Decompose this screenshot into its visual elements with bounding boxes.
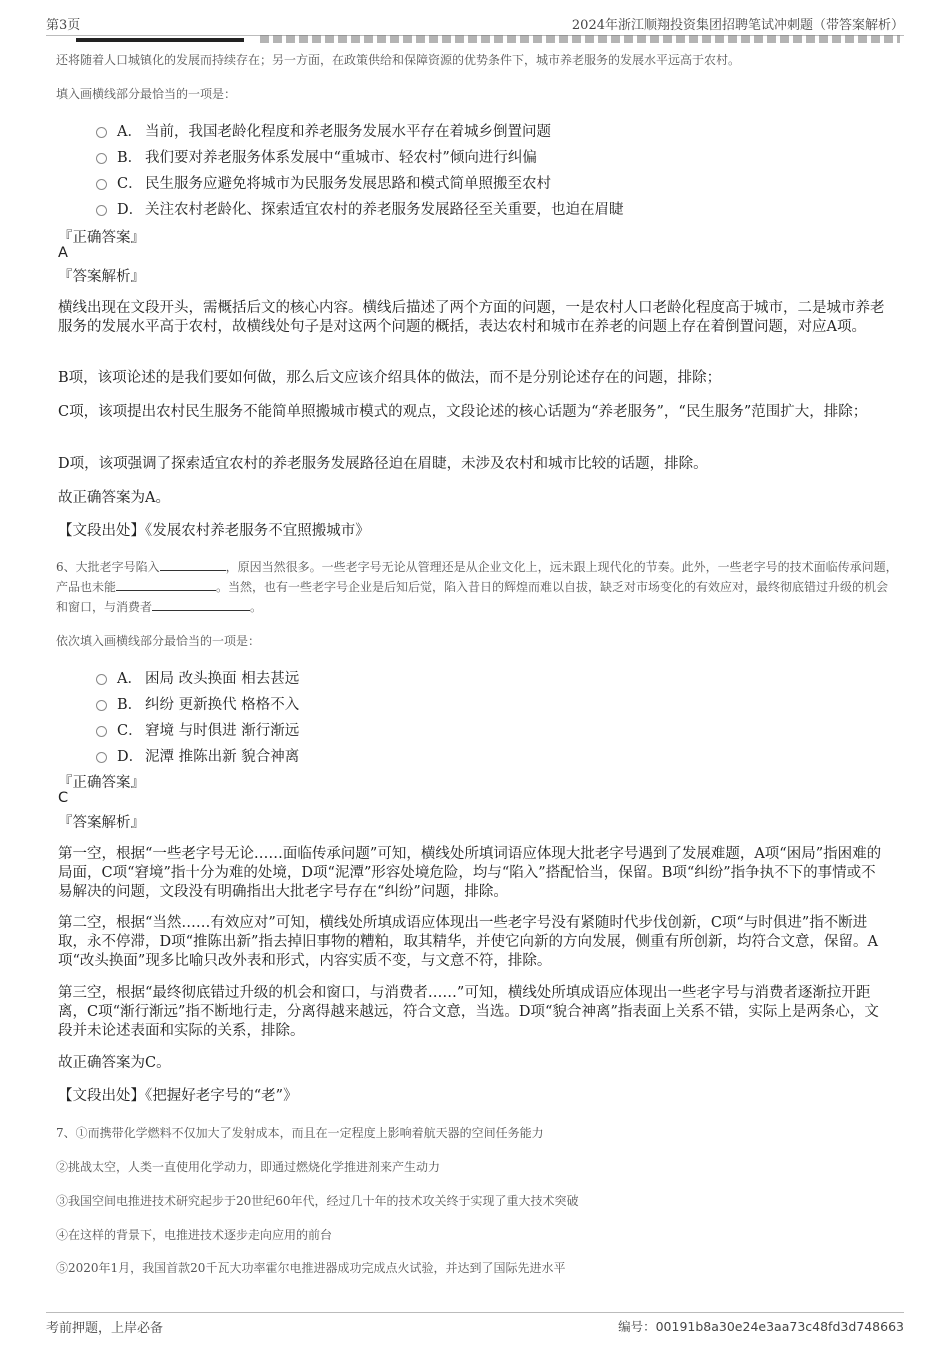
q6-analysis-p1: 第一空，根据“一些老字号无论……面临传承问题”可知，横线处所填词语应体现大批老字号遇到了发展难题，A项“困局”指困难的局面，C项“窘境”指十分为难的处境，D项“泥潭”形容处境危险，均与“陷入”搭配恰当，保留。B项“纠纷”指争执不下的事情或不易解决的问题，文段没有明确指出大批老字号存在“纠纷”问题，排除。 bbox=[58, 846, 882, 900]
radio-icon[interactable] bbox=[96, 752, 107, 763]
q5-analysis-conclusion: 故正确答案为A。 bbox=[58, 490, 170, 506]
q6-stem: 6、大批老字号陷入 ，原因当然很多。一些老字号无论从管理还是从企业文化上，远未跟上现代化的节奏。此外，一些老字号的技术面临传承问题，产品也未能 。当然，也有一些老字号企业是后知后觉，陷入昔日的辉煌而难以自拔，缺乏对市场变化的有效应对，最终彻底错过升级的机会和窗口，与消费者 。 bbox=[56, 557, 898, 617]
q5-option-a[interactable]: A． 当前，我国老龄化程度和养老服务发展水平存在着城乡倒置问题 bbox=[96, 120, 551, 141]
radio-icon[interactable] bbox=[96, 153, 107, 164]
radio-icon[interactable] bbox=[96, 179, 107, 190]
cutoff-blank-line bbox=[76, 38, 244, 42]
page-number: 第3页 bbox=[46, 18, 81, 33]
q6-analysis-p2: 第二空，根据“当然……有效应对”可知，横线处所填成语应体现出一些老字号没有紧随时代步伐创新，C项“与时俱进”指不断进取，永不停滞，D项“推陈出新”指去掉旧事物的糟粕，取其精华，并使它向新的方向发展，侧重有所创新，均符合文意，保留。A项“改头换面”现多比喻只改外表和形式，内容实质不变，与文意不符，排除。 bbox=[58, 915, 878, 969]
q7-sentence-5: ⑤2020年1月，我国首款20千瓦大功率霍尔电推进器成功完成点火试验，并达到了国际先进水平 bbox=[56, 1261, 566, 1275]
q5-option-d[interactable]: D． 关注农村老龄化、探索适宜农村的养老服务发展路径至关重要，也迫在眉睫 bbox=[96, 198, 624, 219]
q5-analysis-p1: 横线出现在文段开头，需概括后文的核心内容。横线后描述了两个方面的问题，一是农村人口老龄化程度高于城市，二是城市养老服务的发展水平高于农村，故横线处句子是对这两个问题的概括，表达农村和城市在养老的问题上存在着倒置问题，对应A项。 bbox=[58, 300, 885, 335]
q6-analysis-conclusion: 故正确答案为C。 bbox=[58, 1055, 171, 1071]
footer-slogan: 考前押题，上岸必备 bbox=[46, 1321, 164, 1336]
q5-analysis-p3: C项，该项提出农村民生服务不能简单照搬城市模式的观点，文段论述的核心话题为“养老服务”，“民生服务”范围扩大，排除； bbox=[58, 404, 868, 420]
page-header bbox=[46, 12, 904, 36]
q7-sentence-4: ④在这样的背景下，电推进技术逐步走向应用的前台 bbox=[56, 1228, 333, 1242]
cutoff-text-fragment bbox=[260, 35, 900, 43]
q5-prompt: 填入画横线部分最恰当的一项是： bbox=[56, 87, 237, 101]
q7-sentence-1: 7、①而携带化学燃料不仅加大了发射成本，而且在一定程度上影响着航天器的空间任务能力 bbox=[56, 1126, 544, 1140]
q6-option-c[interactable]: C． 窘境 与时俱进 渐行渐远 bbox=[96, 719, 299, 740]
radio-icon[interactable] bbox=[96, 127, 107, 138]
q7-sentence-3: ③我国空间电推进技术研究起步于20世纪60年代，经过几十年的技术攻关终于实现了重大技术突破 bbox=[56, 1194, 579, 1208]
q5-answer-value: A bbox=[58, 245, 68, 261]
q6-option-d[interactable]: D． 泥潭 推陈出新 貌合神离 bbox=[96, 745, 299, 766]
code-label: 编号： bbox=[618, 1319, 656, 1334]
blank-1 bbox=[160, 557, 226, 571]
q5-source: 【文段出处】《发展农村养老服务不宜照搬城市》 bbox=[58, 523, 370, 539]
q5-option-b[interactable]: B． 我们要对养老服务体系发展中“重城市、轻农村”倾向进行纠偏 bbox=[96, 146, 537, 167]
q6-option-b[interactable]: B． 纠纷 更新换代 格格不入 bbox=[96, 693, 299, 714]
radio-icon[interactable] bbox=[96, 726, 107, 737]
q6-prompt: 依次填入画横线部分最恰当的一项是： bbox=[56, 634, 261, 648]
q5-analysis-p4: D项，该项强调了探索适宜农村的养老服务发展路径迫在眉睫，未涉及农村和城市比较的话题，排除。 bbox=[58, 456, 708, 472]
q7-sentence-2: ②挑战太空，人类一直使用化学动力，即通过燃烧化学推进剂来产生动力 bbox=[56, 1160, 441, 1174]
q5-passage-tail: 还将随着人口城镇化的发展而持续存在；另一方面，在政策供给和保障资源的优势条件下，城市养老服务的发展水平远高于农村。 bbox=[56, 53, 741, 67]
radio-icon[interactable] bbox=[96, 674, 107, 685]
blank-3 bbox=[152, 597, 250, 611]
blank-2 bbox=[116, 577, 216, 591]
document-title: 2024年浙江顺翔投资集团招聘笔试冲刺题（带答案解析） bbox=[571, 18, 904, 33]
q5-option-c[interactable]: C． 民生服务应避免将城市为民服务发展思路和模式简单照搬至农村 bbox=[96, 172, 551, 193]
q5-answer-label: 『正确答案』 bbox=[58, 230, 145, 246]
q6-option-a[interactable]: A． 困局 改头换面 相去甚远 bbox=[96, 667, 299, 688]
q6-answer-value: C bbox=[58, 790, 69, 806]
q6-analysis-label: 『答案解析』 bbox=[58, 815, 145, 831]
page-footer bbox=[46, 1312, 904, 1334]
radio-icon[interactable] bbox=[96, 700, 107, 711]
q6-answer-label: 『正确答案』 bbox=[58, 775, 145, 791]
q6-analysis-p3: 第三空，根据“最终彻底错过升级的机会和窗口，与消费者……”可知，横线处所填成语应体现出一些老字号与消费者逐渐拉开距离，C项“渐行渐远”指不断地行走，分离得越来越远，符合文意，当选。D项“貌合神离”指表面上关系不错，实际上是两条心，文段并未论述表面和实际的关系，排除。 bbox=[58, 985, 879, 1039]
document-code bbox=[618, 1317, 904, 1335]
q5-analysis-p2: B项，该项论述的是我们要如何做，那么后文应该介绍具体的做法，而不是分别论述存在的问题，排除； bbox=[58, 370, 722, 386]
code-value: 00191b8a30e24e3aa73c48fd3d748663 bbox=[655, 1319, 904, 1334]
q6-source: 【文段出处】《把握好老字号的“老”》 bbox=[58, 1088, 298, 1104]
radio-icon[interactable] bbox=[96, 205, 107, 216]
q5-analysis-label: 『答案解析』 bbox=[58, 269, 145, 285]
